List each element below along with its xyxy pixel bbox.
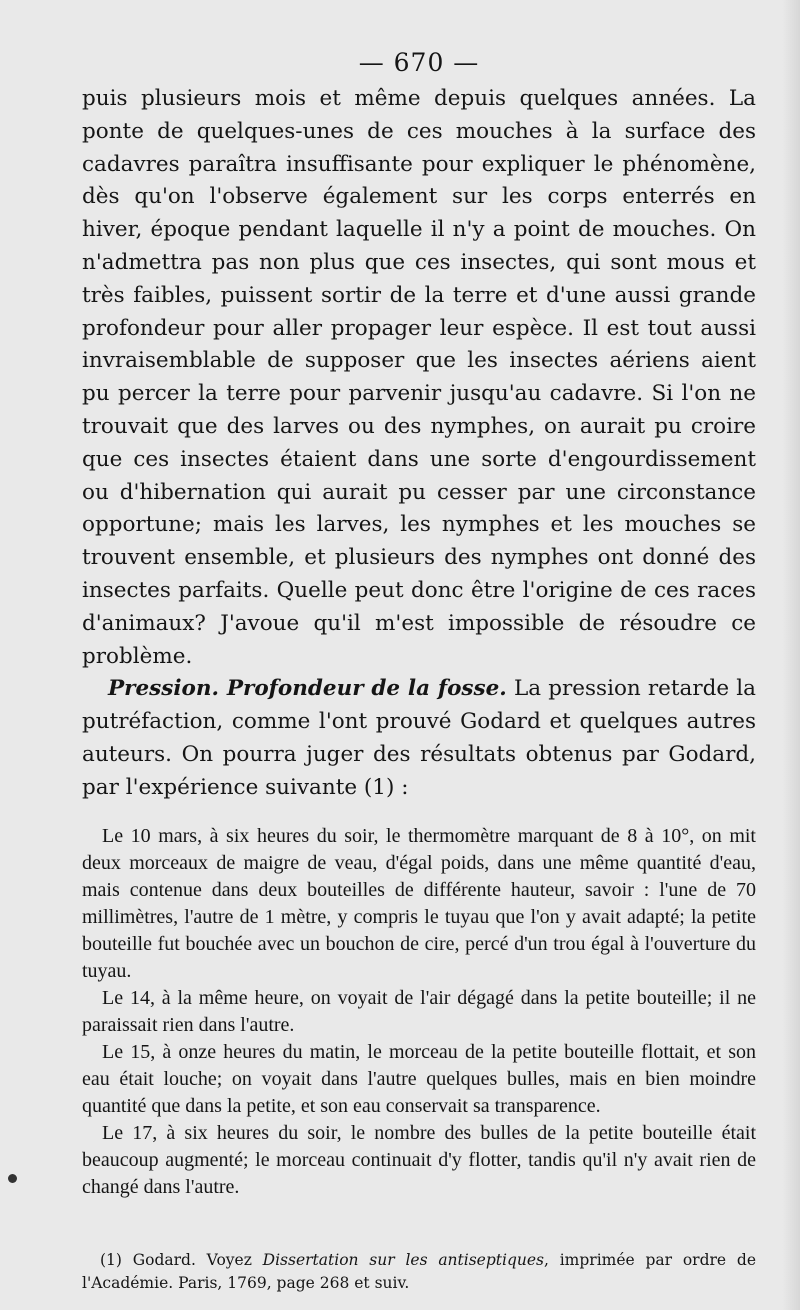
paragraph-pression [82, 673, 756, 804]
footnote [82, 1249, 756, 1295]
quote-paragraph-3: Le 15, à onze heures du matin, le morceau de la petite bouteille flottait, et son eau était louche; on voyait dans l'autre quelques bulles, mais en bien moindre quantité que dans la petite, et son eau conservait sa transparence. [82, 1040, 756, 1117]
section-heading: Pression. Profondeur de la fosse. [108, 676, 507, 702]
footnote-prefix: (1) Godard. Voyez [100, 1250, 263, 1269]
page-number: — 670 — [358, 48, 480, 77]
footnote-work-title: Dissertation sur les antiseptiques [262, 1250, 544, 1269]
margin-dot-mark [8, 1174, 17, 1183]
main-text [82, 83, 756, 805]
quote-paragraph-2: Le 14, à la même heure, on voyait de l'air dégagé dans la petite bouteille; il ne paraissait rien dans l'autre. [82, 986, 756, 1036]
experiment-quote [82, 823, 756, 1201]
section-text: La pression retarde la putréfaction, comme l'ont prouvé Godard et quelques autres auteurs. On pourra juger des résultats obtenus par Godard, par l'expérience suivante (1) : [82, 676, 756, 800]
footnote-suffix: , imprimée par ordre de l'Académie. Paris, 1769, page 268 et suiv. [82, 1250, 756, 1292]
paragraph-continuation: puis plusieurs mois et même depuis quelques années. La ponte de quelques-unes de ces mouches à la surface des cadavres paraîtra insuffisante pour expliquer le phénomène, dès qu'on l'observe également sur les corps enterrés en hiver, époque pendant laquelle il n'y a point de mouches. On n'admettra pas non plus que ces insectes, qui sont mous et très faibles, puissent sortir de la terre et d'une aussi grande profondeur pour aller propager leur espèce. Il est tout aussi invraisemblable de supposer que les insectes aériens aient pu percer la terre pour parvenir jusqu'au cadavre. Si l'on ne trouvait que des larves ou des nymphes, on aurait pu croire que ces insectes étaient dans une sorte d'engourdissement ou d'hibernation qui aurait pu cesser par une circonstance opportune; mais les larves, les nymphes et les mouches se trouvent ensemble, et plusieurs des nymphes ont donné des insectes parfaits. Quelle peut donc être l'origine de ces races d'animaux? J'avoue qu'il m'est impossible de résoudre ce problème. [82, 86, 756, 669]
quote-paragraph-4: Le 17, à six heures du soir, le nombre des bulles de la petite bouteille était beaucoup augmenté; le morceau continuait d'y flotter, tandis qu'il n'y avait rien de changé dans l'autre. [82, 1121, 756, 1198]
quote-paragraph-1: Le 10 mars, à six heures du soir, le thermomètre marquant de 8 à 10°, on mit deux morceaux de maigre de veau, d'égal poids, dans une même quantité d'eau, mais contenue dans deux bouteilles de différente hauteur, savoir : l'une de 70 millimètres, l'autre de 1 mètre, y compris le tuyau que l'on y avait adapté; la petite bouteille fut bouchée avec un bouchon de cire, percé d'un trou égal à l'ouverture du tuyau. [82, 824, 756, 982]
